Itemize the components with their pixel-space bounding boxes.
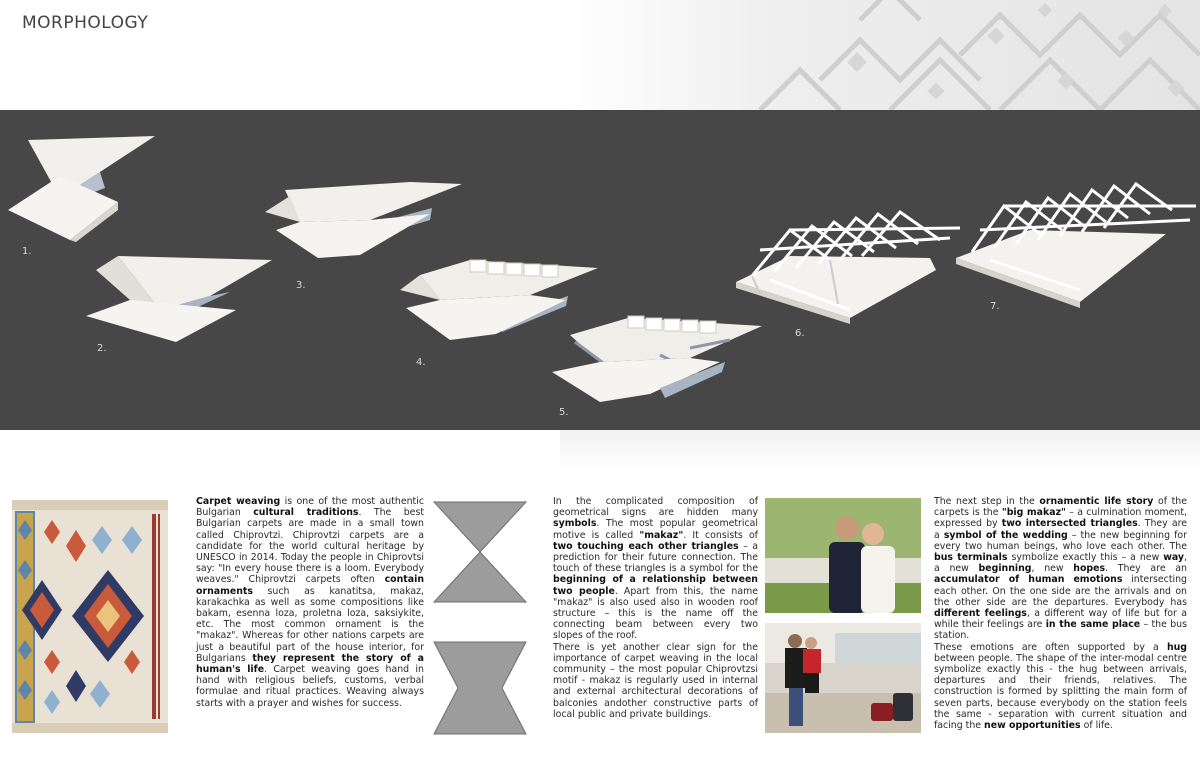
step-label-4: 4.: [416, 357, 426, 368]
text-run: way: [1163, 552, 1185, 564]
text-run: . The best Bulgarian carpets are made in a small town called Chiprovtzi. Chiprovtzi carpets are a candidate for the world cultural heritage by UNESCO in 2014. Today the people in Chiprovtsi say: "In every house there is a loom. Everybody weaves." Chiprovtzi carpets often: [196, 507, 424, 586]
model-3: [265, 182, 462, 258]
model-6: [736, 212, 960, 324]
text-run: There is yet another clear sign for the importance of carpet weaving in the local community – the most popular Chiprovtzsi motif - makaz is regularly used in internal and external architectural decorations of balconies andother constructive parts of local public and private buildings.: [553, 641, 758, 720]
text-run: . Apart from this, the name "makaz" is also used also in wooden roof structure – this is the name off the connecting beam between every two slopes of the roof.: [553, 585, 759, 642]
hug-at-station-photo: [765, 623, 921, 733]
text-run: The next step in the: [934, 496, 1040, 507]
carpet-photo: [12, 500, 168, 733]
model-4: [400, 260, 598, 340]
wedding-couple-photo: [765, 498, 921, 613]
page-title: MORPHOLOGY: [22, 13, 149, 33]
text-run: "makaz": [639, 529, 684, 541]
text-run: – a culmination moment, expressed by: [934, 507, 1187, 530]
step-label-1: 1.: [22, 246, 32, 257]
text-run: symbolize exactly this – a new: [1007, 552, 1164, 564]
makaz-paragraph: [553, 496, 758, 720]
text-run: two intersected triangles: [1001, 518, 1138, 530]
text-run: cultural traditions: [253, 507, 359, 519]
text-run: of the carpets is the: [934, 496, 1187, 519]
text-run: symbol of the wedding: [943, 529, 1068, 541]
morphology-diagram: [0, 110, 1200, 430]
text-run: between people. The shape of the inter-modal centre symbolize exactly this - the hug between arrivals, departures and their friends, relatives. The construction is formed by splitting the main form of seven parts, because everybody on the station feels the same - separation with current situation and facing the: [934, 652, 1187, 732]
text-makaz: [553, 496, 758, 720]
text-run: hopes: [1073, 563, 1106, 575]
step-label-5: 5.: [559, 407, 569, 418]
text-run: is one of the most authentic Bulgarian: [196, 496, 424, 519]
text-run: Carpet weaving: [196, 496, 281, 507]
text-run: These emotions are often supported by a: [934, 641, 1167, 653]
model-5: [552, 316, 762, 402]
step-label-3: 3.: [296, 280, 306, 291]
text-run: bus terminals: [934, 552, 1008, 564]
text-run: ornamentic life story: [1039, 496, 1154, 507]
text-run: , a new: [934, 552, 1188, 575]
text-run: intersecting each other. On the one side are the arrivals and on the other side are the departures. Everybody has: [934, 574, 1187, 608]
text-run: , a different way of life but for a while their feelings are: [934, 608, 1187, 631]
text-run: different feelings: [934, 608, 1027, 620]
text-run: . The most popular geometrical motive is called: [553, 518, 758, 541]
text-run: two touching each other triangles: [553, 540, 739, 552]
text-run: of life.: [1080, 720, 1113, 732]
text-run: such as kanatitsa, makaz, karakachka as well as some compositions like bakam, esenna loza, proletna loza, saksiykite, etc. The most common ornament is the "makaz". Whereas for other nations carpets are just a beautiful part of the house interior, for Bulgarians: [196, 585, 424, 664]
text-run: , new: [1031, 563, 1074, 575]
text-run: . Carpet weaving goes hand in hand with religious beliefs, customs, verbal formulae and ritual practices. Weaving always starts with a prayer and wishes for success.: [196, 664, 424, 709]
morphology-band: [0, 110, 1200, 430]
text-run: accumulator of human emotions: [934, 574, 1123, 586]
step-label-6: 6.: [795, 328, 805, 339]
big-makaz-paragraph: [934, 496, 1187, 731]
step-label-7: 7.: [990, 301, 1000, 312]
text-run: . They are a: [934, 518, 1187, 541]
text-run: they represent the story of a human's life: [196, 652, 425, 676]
text-run: "big makaz": [1001, 507, 1066, 519]
text-run: symbols: [553, 518, 597, 530]
text-run: beginning of a relationship between two people: [553, 574, 758, 597]
model-1: [8, 136, 155, 242]
big-makaz-intersected-triangles: [432, 640, 528, 736]
text-run: hug: [1166, 641, 1187, 653]
carpet-paragraph: [196, 496, 424, 709]
step-label-2: 2.: [97, 343, 107, 354]
text-big-makaz: [934, 496, 1187, 731]
text-run: – a prediction for their future connection. The touch of these triangles is a symbol for the: [553, 540, 758, 575]
text-run: – the new beginning for every two human beings, who love each other. The: [934, 529, 1187, 552]
text-run: contain ornaments: [196, 574, 424, 597]
header: [0, 0, 1200, 110]
text-run: new opportunities: [984, 720, 1081, 732]
text-run: In the complicated composition of geometrical signs are hidden many: [553, 496, 758, 519]
text-run: in the same place: [1045, 619, 1141, 631]
text-run: – the bus station.: [934, 619, 1187, 642]
text-run: beginning: [978, 563, 1032, 575]
text-run: . It consists of: [683, 529, 758, 541]
text-carpet-weaving: [196, 496, 424, 709]
model-7: [956, 184, 1196, 308]
makaz-touching-triangles: [432, 500, 528, 604]
header-pattern-image: [560, 0, 1200, 110]
lower-fade: [560, 430, 1200, 470]
text-run: . They are an: [1105, 563, 1187, 575]
model-2: [86, 256, 272, 342]
